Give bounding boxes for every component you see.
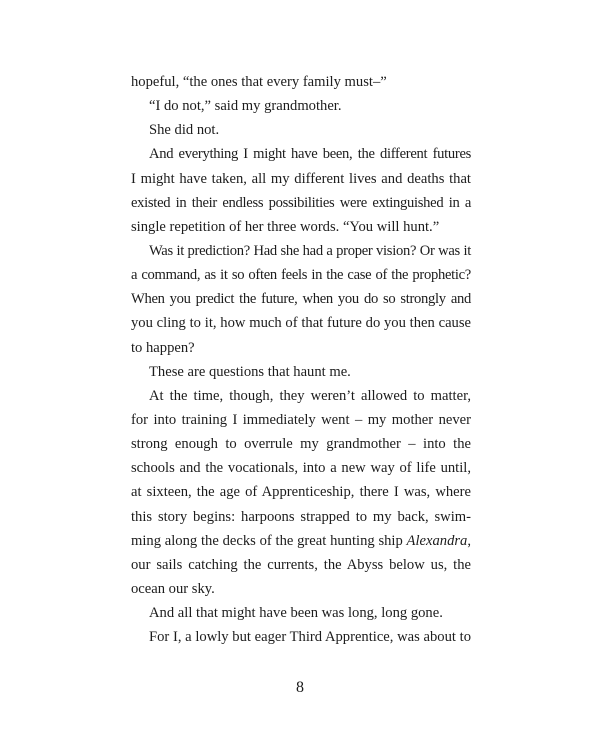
text-line: ming along the decks of the great hunting ship Alexandra, [131,532,471,549]
text-line: “I do not,” said my grandmother. [149,98,342,115]
page-number: 8 [296,679,304,696]
text-line: hopeful, “the ones that every family must–” [131,74,387,90]
text-line: Was it prediction? Had she had a proper vision? Or was it [149,242,471,259]
text-line: For I, a lowly but eager Third Apprentice, was about to [149,629,471,646]
text-line: existed in their endless possibilities were extinguished in a [131,194,471,211]
text-line: for into training I immediately went – my mother never [131,411,471,428]
text-line: this story begins: harpoons strapped to my back, swim- [131,508,471,525]
text-line: When you predict the future, when you do so strongly and [131,291,471,308]
text-line: At the time, though, they weren’t allowed to matter, [149,387,471,404]
text-line: our sails catching the currents, the Abyss below us, the [131,556,471,573]
text-line: These are questions that haunt me. [149,363,351,380]
text-line: schools and the vocationals, into a new way of life until, [131,460,471,477]
text-line: ocean our sky. [131,580,215,597]
text-line: strong enough to overrule my grandmother – into the [131,436,471,453]
text-line: And everything I might have been, the different futures [149,146,471,163]
text-line: a command, as it so often feels in the case of the prophetic? [131,267,471,284]
text-line: And all that might have been was long, long gone. [149,605,443,622]
text-line: I might have taken, all my different lives and deaths that [131,170,471,187]
text-line: you cling to it, how much of that future do you then cause [131,315,471,332]
text-line: single repetition of her three words. “You will hunt.” [131,218,440,235]
text-line: at sixteen, the age of Apprenticeship, there I was, where [131,484,471,501]
ship-name: Alexandra [406,532,468,549]
text-line: She did not. [149,122,220,139]
body-text [131,70,471,649]
text-line: to happen? [131,339,195,356]
